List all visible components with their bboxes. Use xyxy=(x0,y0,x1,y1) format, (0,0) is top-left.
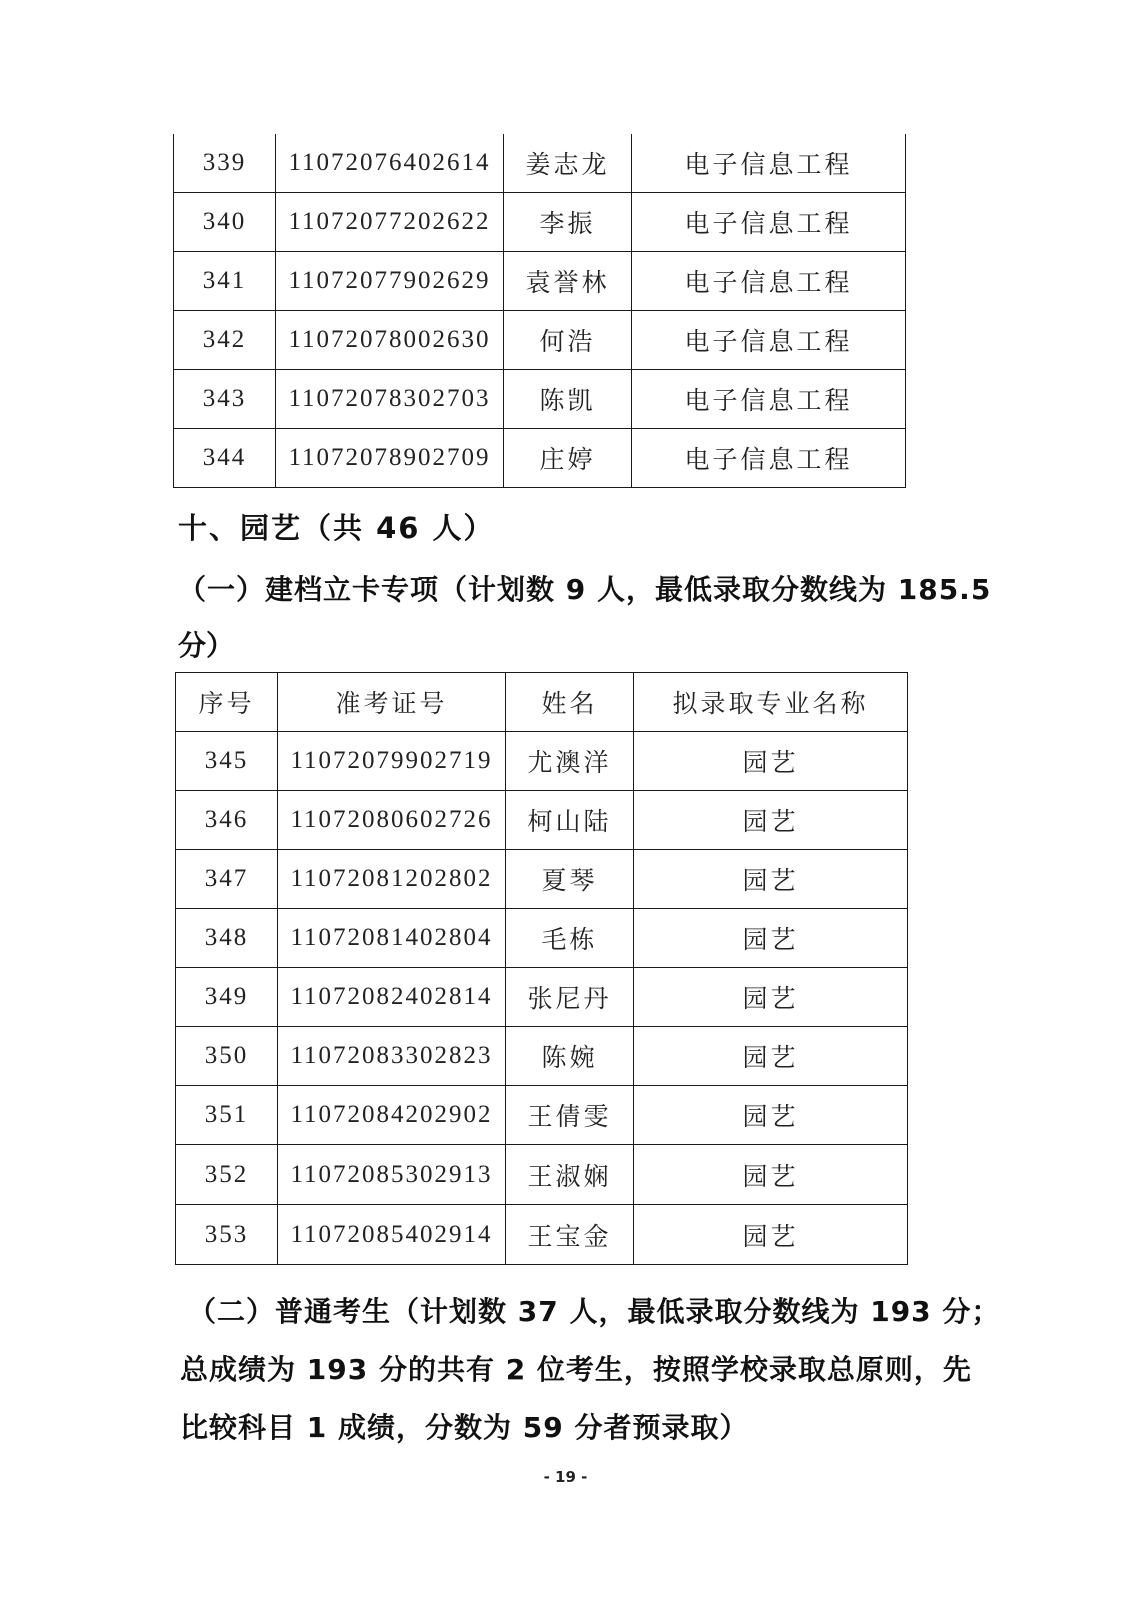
major-cell: 园艺 xyxy=(634,850,908,909)
exam-id-cell: 11072078002630 xyxy=(276,310,504,369)
exam-id-cell: 11072083302823 xyxy=(278,1027,506,1086)
exam-id-cell: 11072077902629 xyxy=(276,251,504,310)
section-heading: 十、园艺（共 46 人） xyxy=(178,511,495,545)
table-row xyxy=(174,428,906,487)
major-cell: 园艺 xyxy=(634,909,908,968)
major-cell: 园艺 xyxy=(634,732,908,791)
subsection-heading: （二）普通考生（计划数 37 人，最低录取分数线为 193 分； xyxy=(188,1295,1001,1328)
exam-id-cell: 11072079902719 xyxy=(278,732,506,791)
subsection-note: 总成绩为 193 分的共有 2 位考生，按照学校录取总原则，先 xyxy=(180,1353,972,1386)
header-seq: 序号 xyxy=(176,673,278,732)
exam-id-cell: 11072078302703 xyxy=(276,369,504,428)
exam-id-cell: 11072080602726 xyxy=(278,791,506,850)
seq-cell: 346 xyxy=(176,791,278,850)
header-major: 拟录取专业名称 xyxy=(634,673,908,732)
table-row xyxy=(174,310,906,369)
table-header-row xyxy=(176,673,908,732)
table-row xyxy=(174,369,906,428)
seq-cell: 342 xyxy=(174,310,276,369)
name-cell: 夏琴 xyxy=(506,850,634,909)
seq-cell: 352 xyxy=(176,1145,278,1205)
subsection-note: 比较科目 1 成绩，分数为 59 分者预录取） xyxy=(180,1411,749,1444)
exam-id-cell: 11072081202802 xyxy=(278,850,506,909)
table-row xyxy=(176,1027,908,1086)
name-cell: 李振 xyxy=(504,192,632,251)
table-row xyxy=(176,791,908,850)
exam-id-cell: 11072078902709 xyxy=(276,428,504,487)
table-row xyxy=(174,134,906,192)
exam-id-cell: 11072077202622 xyxy=(276,192,504,251)
subsection-heading-continued: 分） xyxy=(178,629,235,662)
name-cell: 毛栋 xyxy=(506,909,634,968)
name-cell: 庄婷 xyxy=(504,428,632,487)
name-cell: 王宝金 xyxy=(506,1205,634,1265)
name-cell: 柯山陆 xyxy=(506,791,634,850)
seq-cell: 347 xyxy=(176,850,278,909)
exam-id-cell: 11072085402914 xyxy=(278,1205,506,1265)
seq-cell: 349 xyxy=(176,968,278,1027)
name-cell: 张尼丹 xyxy=(506,968,634,1027)
seq-cell: 340 xyxy=(174,192,276,251)
exam-id-cell: 11072081402804 xyxy=(278,909,506,968)
table-row xyxy=(176,1145,908,1205)
seq-cell: 339 xyxy=(174,134,276,192)
table-row xyxy=(174,192,906,251)
major-cell: 电子信息工程 xyxy=(632,369,906,428)
name-cell: 王淑娴 xyxy=(506,1145,634,1205)
name-cell: 陈婉 xyxy=(506,1027,634,1086)
table-row xyxy=(176,968,908,1027)
exam-id-cell: 11072085302913 xyxy=(278,1145,506,1205)
seq-cell: 353 xyxy=(176,1205,278,1265)
major-cell: 园艺 xyxy=(634,1145,908,1205)
major-cell: 电子信息工程 xyxy=(632,310,906,369)
name-cell: 姜志龙 xyxy=(504,134,632,192)
name-cell: 袁誉林 xyxy=(504,251,632,310)
header-exam-id: 准考证号 xyxy=(278,673,506,732)
name-cell: 尤澳洋 xyxy=(506,732,634,791)
admission-table-continued xyxy=(173,134,906,488)
table-row xyxy=(174,251,906,310)
seq-cell: 345 xyxy=(176,732,278,791)
major-cell: 园艺 xyxy=(634,1027,908,1086)
major-cell: 园艺 xyxy=(634,1205,908,1265)
exam-id-cell: 11072084202902 xyxy=(278,1086,506,1145)
major-cell: 电子信息工程 xyxy=(632,251,906,310)
major-cell: 电子信息工程 xyxy=(632,134,906,192)
table-row xyxy=(176,850,908,909)
subsection-heading: （一）建档立卡专项（计划数 9 人，最低录取分数线为 185.5 xyxy=(178,573,992,606)
admission-table xyxy=(175,672,908,1265)
major-cell: 电子信息工程 xyxy=(632,428,906,487)
exam-id-cell: 11072082402814 xyxy=(278,968,506,1027)
table-row xyxy=(176,1205,908,1265)
name-cell: 王倩雯 xyxy=(506,1086,634,1145)
page-number: - 19 - xyxy=(543,1468,588,1486)
seq-cell: 348 xyxy=(176,909,278,968)
name-cell: 何浩 xyxy=(504,310,632,369)
seq-cell: 350 xyxy=(176,1027,278,1086)
major-cell: 园艺 xyxy=(634,1086,908,1145)
name-cell: 陈凯 xyxy=(504,369,632,428)
table-row xyxy=(176,1086,908,1145)
table-row xyxy=(176,909,908,968)
seq-cell: 341 xyxy=(174,251,276,310)
major-cell: 园艺 xyxy=(634,968,908,1027)
major-cell: 电子信息工程 xyxy=(632,192,906,251)
seq-cell: 343 xyxy=(174,369,276,428)
major-cell: 园艺 xyxy=(634,791,908,850)
seq-cell: 351 xyxy=(176,1086,278,1145)
table-row xyxy=(176,732,908,791)
header-name: 姓名 xyxy=(506,673,634,732)
seq-cell: 344 xyxy=(174,428,276,487)
exam-id-cell: 11072076402614 xyxy=(276,134,504,192)
